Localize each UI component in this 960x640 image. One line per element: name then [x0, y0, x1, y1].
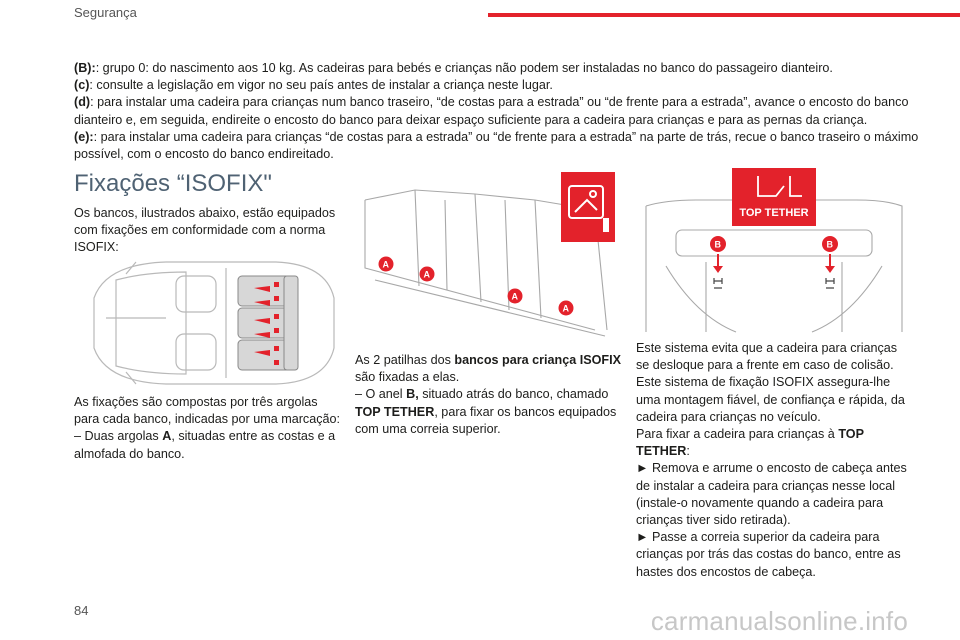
anchor-a-markers [379, 257, 574, 316]
col3-body [636, 340, 912, 581]
col3-paragraph-2: Este sistema de fixação ISOFIX assegura-lhe uma montagem fiável, de confiança e rápida, da cadeira para crianças no veículo. [636, 375, 905, 424]
col2-paragraph-1: As 2 patilhas dos bancos para criança ISOFIX são fixadas a elas. [355, 353, 622, 385]
col3-paragraph-1: Este sistema evita que a cadeira para crianças se desloque para a frente em caso de colisão. [636, 341, 898, 373]
rear-seat-isofix-diagram [355, 170, 617, 342]
col1-intro [74, 205, 342, 257]
svg-text:A: A [562, 303, 569, 314]
note-e: (e):: para instalar uma cadeira para crianças “de costas para a estrada” ou “de frente para a estrada” na parte de trás, recue o banco traseiro o máximo possível, com o encosto do banco endireitado. [74, 129, 919, 162]
section-heading: Fixações “ISOFIX" [74, 170, 272, 197]
col1-body [74, 394, 342, 463]
col1-paragraph-3: – Duas argolas A, situadas entre as costas e a almofada do banco. [74, 429, 336, 461]
intro-notes [74, 60, 934, 163]
header-accent-bar [488, 13, 960, 17]
top-tether-diagram [636, 166, 912, 334]
col2-body [355, 352, 623, 438]
watermark: carmanualsonline.info [650, 606, 908, 636]
note-b: (B):: grupo 0: do nascimento aos 10 kg. As cadeiras para bebés e crianças não podem ser instaladas no banco do passageiro dianteiro. [74, 61, 833, 75]
svg-text:B: B [714, 239, 721, 250]
svg-text:A: A [382, 259, 389, 270]
note-c: (c): consulte a legislação em vigor no seu país antes de instalar a criança neste lugar. [74, 78, 553, 93]
note-d: (d): para instalar uma cadeira para crianças num banco traseiro, “de costas para a estrada” ou “de frente para a estrada”, avance o encosto do banco dianteiro e, em seguida, endireite o encosto do banco para deixar espaço suficiente para a cadeira para crianças e para as pernas da criança. [74, 95, 909, 127]
car-top-view-diagram [76, 258, 340, 388]
svg-text:B: B [826, 239, 833, 250]
col3-step-2: ► Passe a correia superior da cadeira para crianças por trás das costas do banco, entre as hastes dos encostos de cabeça. [636, 530, 901, 579]
col3-step-1: ► Remova e arrume o encosto de cabeça antes de instalar a cadeira para crianças nesse local (instale-o novamente quando a cadeira para crianças tiver sido retirada). [636, 461, 907, 528]
col3-paragraph-3: Para fixar a cadeira para crianças à TOP TETHER: [636, 427, 864, 459]
col1-paragraph-1: Os bancos, ilustrados abaixo, estão equipados com fixações em conformidade com a norma ISOFIX: [74, 206, 336, 255]
svg-text:A: A [511, 291, 518, 302]
svg-text:A: A [423, 269, 430, 280]
section-title: Segurança [74, 5, 137, 20]
col2-paragraph-2: – O anel B, situado atrás do banco, chamado TOP TETHER, para fixar os bancos equipados com uma correia superior. [355, 387, 617, 436]
anchor-b-markers [710, 236, 838, 273]
top-tether-label: TOP TETHER [739, 207, 809, 219]
page-number: 84 [74, 603, 89, 618]
col1-paragraph-2: As fixações são compostas por três argolas para cada banco, indicadas por uma marcação: [74, 395, 341, 427]
